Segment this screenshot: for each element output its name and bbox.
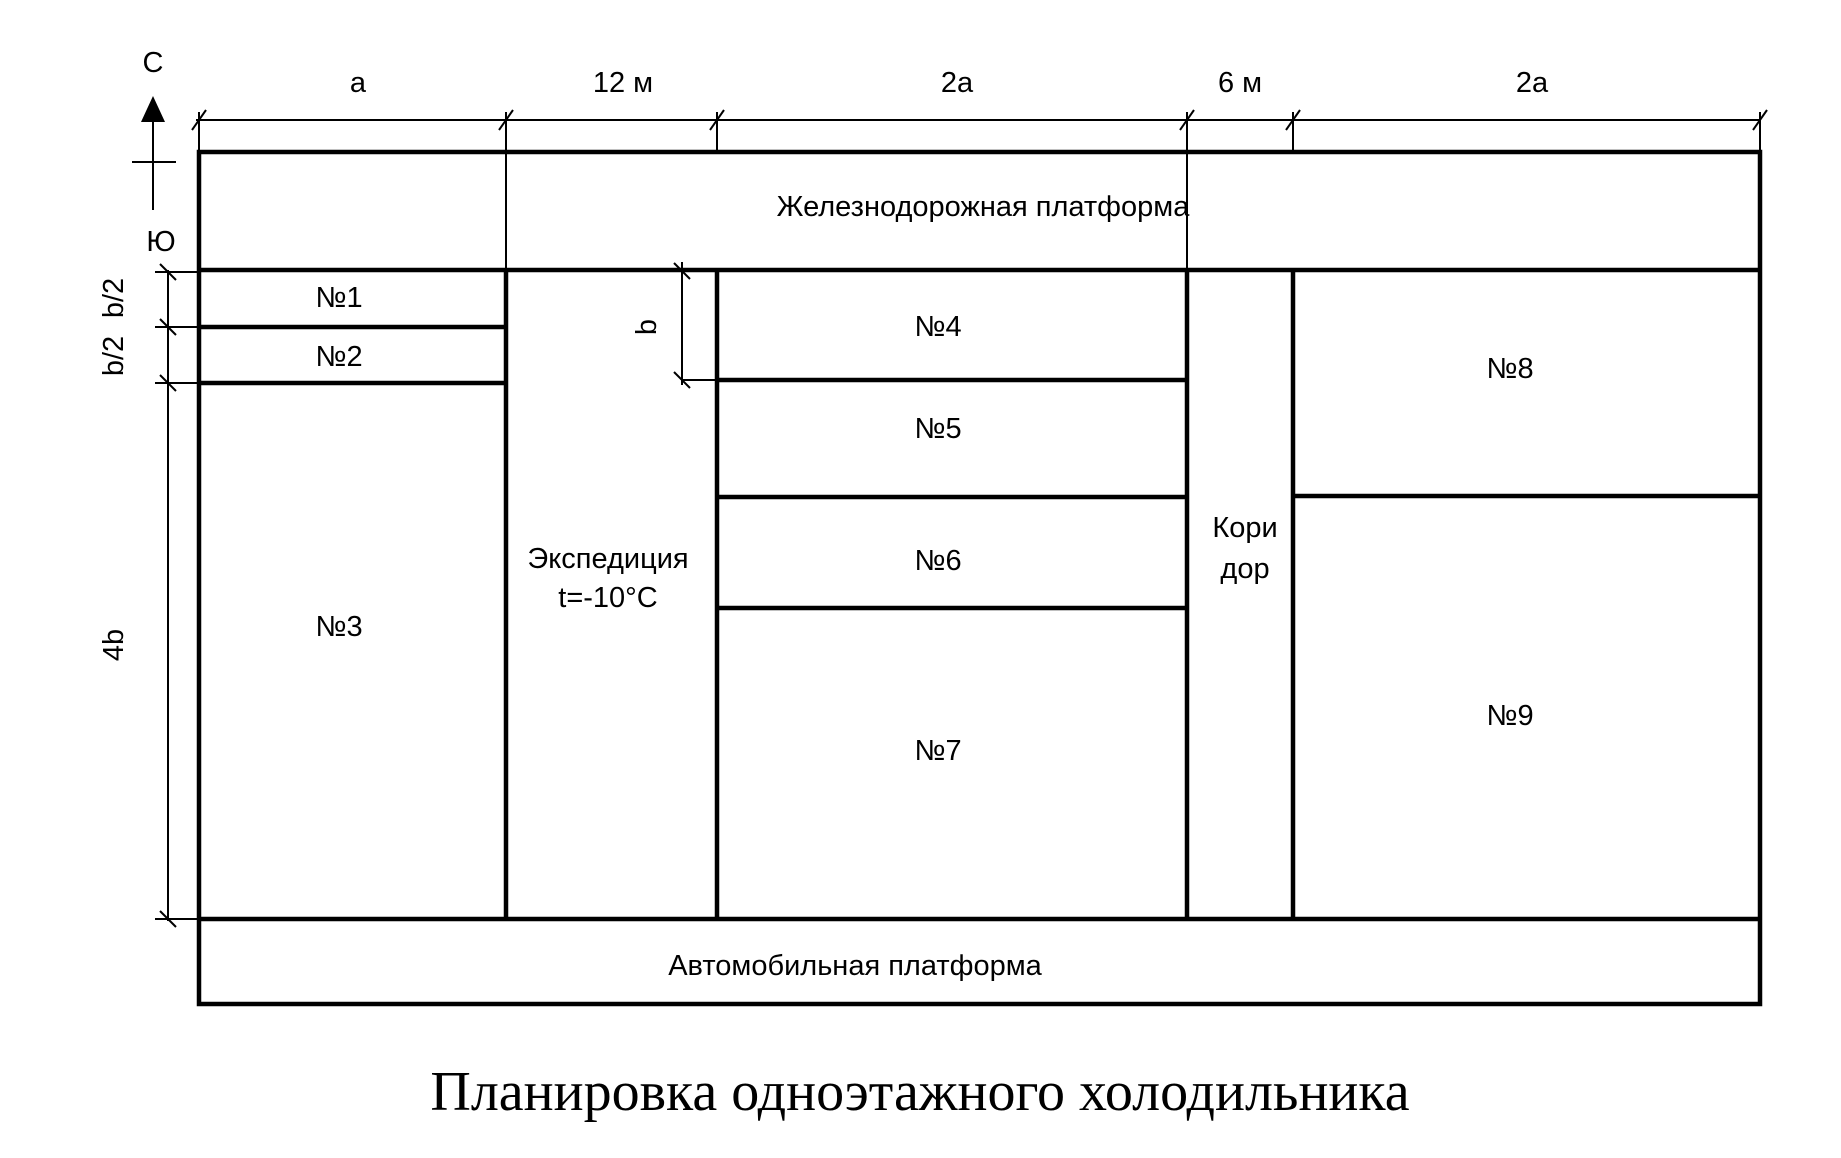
dim-label-a: a <box>349 67 367 99</box>
corridor-label-line1: Кори <box>1212 512 1278 544</box>
auto-platform-label: Автомобильная платформа <box>668 950 1042 982</box>
dim-label-2a: 2a <box>940 67 974 99</box>
room-1-label: №1 <box>315 282 363 314</box>
rail-platform-label: Железнодорожная платформа <box>776 191 1190 223</box>
compass-north-label: С <box>142 47 164 79</box>
room-7-label: №7 <box>914 735 962 767</box>
north-arrow-icon <box>141 96 165 122</box>
dim-label-4b: 4b <box>98 628 130 662</box>
room-4-label: №4 <box>914 311 962 343</box>
diagram-caption: Планировка одноэтажного холодильника <box>430 1061 1410 1123</box>
room-6-label: №6 <box>914 545 962 577</box>
dim-label-2a: 2a <box>1515 67 1549 99</box>
inner-dimension-b <box>631 262 718 388</box>
room-8-label: №8 <box>1486 353 1534 385</box>
dim-label-half-b: b/2 <box>98 335 130 377</box>
expedition-label: Экспедиция <box>527 543 689 575</box>
building-outline <box>199 152 1760 1004</box>
dim-label-6m: 6 м <box>1217 67 1263 99</box>
dim-label-12m: 12 м <box>592 67 654 99</box>
room-3-label: №3 <box>315 611 363 643</box>
room-2-label: №2 <box>315 341 363 373</box>
dim-label-b: b <box>631 318 663 336</box>
compass-south-label: Ю <box>146 226 176 258</box>
room-9-label: №9 <box>1486 700 1534 732</box>
expedition-temperature: t=-10°C <box>558 582 658 614</box>
compass <box>132 47 176 258</box>
corridor-label-line2: дор <box>1220 553 1270 585</box>
left-dimension-line <box>98 264 199 927</box>
room-5-label: №5 <box>914 413 962 445</box>
top-dimension-line <box>192 67 1767 270</box>
dim-label-half-b: b/2 <box>98 277 130 319</box>
